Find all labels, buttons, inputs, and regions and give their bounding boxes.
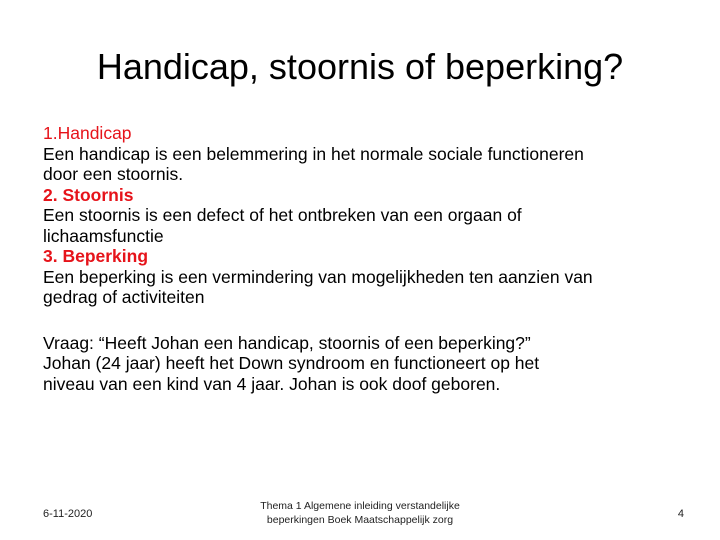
section-heading-handicap: 1.Handicap xyxy=(43,123,132,143)
section-text-line: Een beperking is een vermindering van mogelijkheden ten aanzien van xyxy=(43,266,593,287)
section-text-line: Een handicap is een belemmering in het normale sociale functioneren xyxy=(43,143,584,164)
question-line: Vraag: “Heeft Johan een handicap, stoornis of een beperking?” xyxy=(43,332,531,353)
section-text-line: gedrag of activiteiten xyxy=(43,287,205,307)
question-line: niveau van een kind van 4 jaar. Johan is ook doof geboren. xyxy=(43,373,501,394)
slide-title: Handicap, stoornis of beperking? xyxy=(96,46,624,87)
section-text-line: lichaamsfunctie xyxy=(43,225,164,246)
footer-date: 6-11-2020 xyxy=(43,508,93,520)
footer-text xyxy=(220,499,500,527)
section-text-line: Een stoornis is een defect of het ontbreken van een orgaan of xyxy=(43,205,522,225)
footer-text-line: beperkingen Boek Maatschappelijk zorg xyxy=(266,514,454,526)
page-number: 4 xyxy=(677,508,684,520)
footer-text-line: Thema 1 Algemene inleiding verstandelijke xyxy=(260,500,460,512)
section-text-line: door een stoornis. xyxy=(43,164,184,184)
spacer xyxy=(43,308,693,333)
section-heading-stoornis: 2. Stoornis xyxy=(43,184,134,205)
section-heading-beperking: 3. Beperking xyxy=(43,246,149,266)
slide-body xyxy=(43,123,693,394)
question-line: Johan (24 jaar) heeft het Down syndroom en functioneert op het xyxy=(43,353,540,373)
